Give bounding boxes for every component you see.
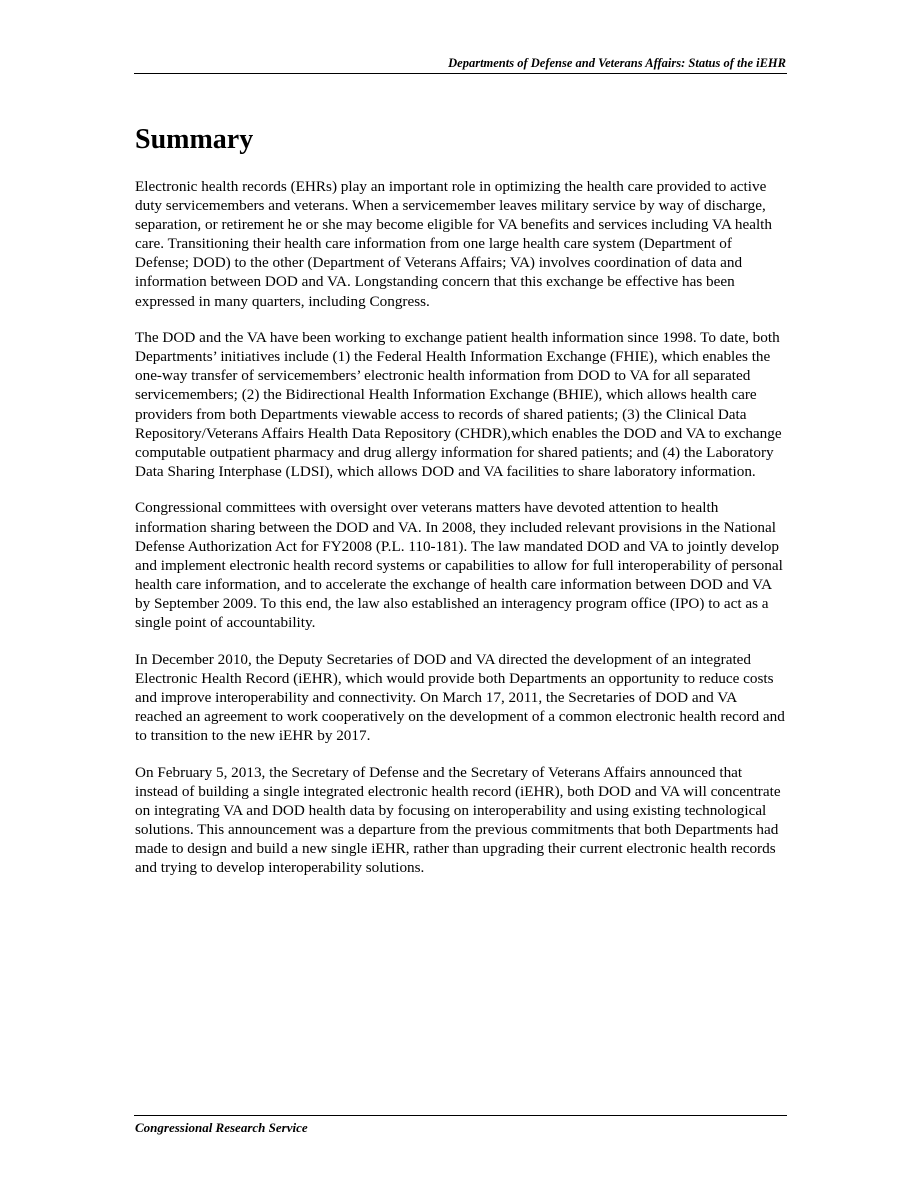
paragraph-congressional-oversight: Congressional committees with oversight over veterans matters have devoted attention to health information sharing between the DOD and VA. In 2008, they included relevant provisions in the National Defense Authorization Act for FY2008 (P.L. 110-181). The law mandated DOD and VA to jointly develop and implement electronic health record systems or capabilities to allow for full interoperability of personal health care information, and to accelerate the exchange of health care information between DOD and VA by September 2009. To this end, the law also established an interagency program office (IPO) to act as a single point of accountability. <box>135 499 783 631</box>
header-rule <box>134 73 787 74</box>
running-header: Departments of Defense and Veterans Affairs: Status of the iEHR <box>448 56 786 70</box>
footer-source: Congressional Research Service <box>135 1120 308 1135</box>
page-title: Summary <box>135 124 254 155</box>
footer-rule <box>134 1115 787 1116</box>
paragraph-ehr-intro: Electronic health records (EHRs) play an important role in optimizing the health care provided to active duty servicemembers and veterans. When a servicemember leaves military service by way of discharge, separation, or retirement he or she may become eligible for VA benefits and services including VA health care. Transitioning their health care information from one large health care system (Department of Defense; DOD) to the other (Department of Veterans Affairs; VA) involves coordination of data and information between DOD and VA. Longstanding concern that this exchange be effective has been expressed in many quarters, including Congress. <box>135 178 772 310</box>
paragraph-iehr-development: In December 2010, the Deputy Secretaries of DOD and VA directed the development of an integrated Electronic Health Record (iEHR), which would provide both Departments an opportunity to reduce costs and improve interoperability and connectivity. On March 17, 2011, the Secretaries of DOD and VA reached an agreement to work cooperatively on the development of a common electronic health record and to transition to the new iEHR by 2017. <box>135 650 785 744</box>
summary-body <box>135 177 787 895</box>
paragraph-exchange-initiatives: The DOD and the VA have been working to exchange patient health information since 1998. To date, both Departments’ initiatives include (1) the Federal Health Information Exchange (FHIE), which enables the one-way transfer of servicemembers’ electronic health information from DOD to VA for all separated servicemembers; (2) the Bidirectional Health Information Exchange (BHIE), which allows health care providers from both Departments viewable access to records of shared patients; (3) the Clinical Data Repository/Veterans Affairs Health Data Repository (CHDR),which enables the DOD and VA to exchange computable outpatient pharmacy and drug allergy information for shared patients; and (4) the Laboratory Data Sharing Interphase (LDSI), which allows DOD and VA facilities to share laboratory information. <box>135 329 782 480</box>
paragraph-2013-announcement: On February 5, 2013, the Secretary of Defense and the Secretary of Veterans Affairs announced that instead of building a single integrated electronic health record (iEHR), both DOD and VA will concentrate on integrating VA and DOD health data by focusing on interoperability and using existing technological solutions. This announcement was a departure from the previous commitments that both Departments had made to design and build a new single iEHR, rather than upgrading their current electronic health records and trying to develop interoperability solutions. <box>135 763 781 876</box>
